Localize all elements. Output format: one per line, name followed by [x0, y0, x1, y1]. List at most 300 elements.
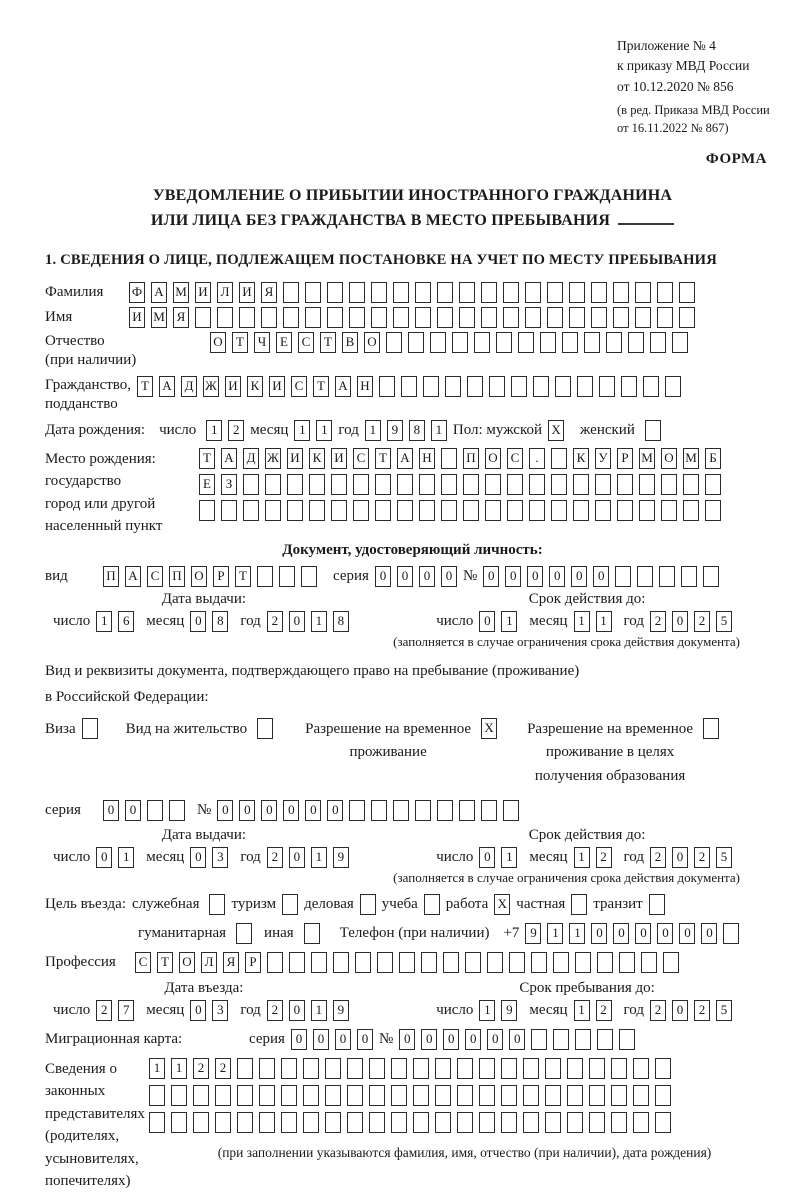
char-box: [577, 376, 593, 397]
birth-month-boxes: [294, 420, 338, 441]
char-box: [547, 307, 563, 328]
char-box: [311, 952, 327, 973]
char-box: [413, 1112, 429, 1133]
char-box: [599, 376, 615, 397]
purpose-row-1: [45, 894, 780, 915]
char-box: К: [247, 376, 263, 397]
identity-doc-heading: Документ, удостоверяющий личность:: [282, 541, 543, 558]
char-box: [628, 332, 644, 353]
char-box: [257, 566, 273, 587]
sex-female-checkbox: [645, 420, 667, 441]
char-box: И: [331, 448, 347, 469]
char-box: [567, 1085, 583, 1106]
char-box: [237, 1058, 253, 1079]
char-box: [551, 448, 567, 469]
purpose-transit-label: транзит: [593, 895, 643, 912]
purpose-other-label: иная: [264, 924, 294, 941]
firstname-label: Имя: [45, 308, 73, 325]
char-box: [489, 376, 505, 397]
char-box: 0: [613, 923, 629, 944]
char-box: Ж: [265, 448, 281, 469]
phone-prefix: +7: [503, 924, 520, 941]
day-label: число: [436, 612, 474, 629]
char-box: [551, 500, 567, 521]
char-box: [655, 1112, 671, 1133]
residence-doc-series-row: [45, 800, 780, 821]
char-box: [591, 307, 607, 328]
char-box: [613, 307, 629, 328]
char-box: Р: [245, 952, 261, 973]
char-box: [413, 1058, 429, 1079]
char-box: [573, 500, 589, 521]
char-box: 9: [525, 923, 541, 944]
stay-month-boxes: [574, 1000, 618, 1021]
char-box: 3: [212, 1000, 228, 1021]
char-box: [657, 307, 673, 328]
char-box: [479, 1112, 495, 1133]
char-box: [529, 500, 545, 521]
citizenship-field: [45, 376, 780, 416]
purpose-work-checkbox: [494, 894, 516, 915]
char-box: [501, 1112, 517, 1133]
purpose-tourism-checkbox: [282, 894, 304, 915]
char-box: 0: [593, 566, 609, 587]
char-box: Р: [617, 448, 633, 469]
char-box: [304, 923, 320, 944]
char-box: [441, 474, 457, 495]
day-label: число: [436, 1001, 474, 1018]
char-box: 0: [125, 800, 141, 821]
month-label: месяц: [529, 612, 568, 629]
char-box: 1: [596, 611, 612, 632]
char-box: 1: [171, 1058, 187, 1079]
char-box: 2: [596, 1000, 612, 1021]
char-box: [584, 332, 600, 353]
char-box: [523, 1085, 539, 1106]
char-box: 0: [399, 1029, 415, 1050]
char-box: [457, 1112, 473, 1133]
char-box: З: [221, 474, 237, 495]
char-box: 0: [190, 847, 206, 868]
char-box: [633, 1112, 649, 1133]
char-box: 1: [311, 1000, 327, 1021]
citizenship-label: Гражданство, подданство: [45, 376, 132, 412]
char-box: [533, 376, 549, 397]
char-box: [496, 332, 512, 353]
char-box: Т: [157, 952, 173, 973]
char-box: 0: [313, 1029, 329, 1050]
month-label: месяц: [146, 612, 185, 629]
patronymic-boxes: [210, 332, 694, 353]
temp-residence-education-option: [527, 718, 725, 788]
char-box: [443, 952, 459, 973]
phone-label: Телефон (при наличии): [339, 924, 490, 941]
char-box: [283, 282, 299, 303]
char-box: [503, 307, 519, 328]
char-box: [281, 1085, 297, 1106]
char-box: 0: [335, 1029, 351, 1050]
char-box: К: [573, 448, 589, 469]
char-box: [215, 1112, 231, 1133]
char-box: 1: [96, 611, 112, 632]
identity-doc-dates: [45, 591, 780, 632]
doc-series-label: серия: [333, 567, 369, 584]
char-box: [305, 282, 321, 303]
char-box: [575, 1029, 591, 1050]
char-box: А: [335, 376, 351, 397]
month-label: месяц: [146, 848, 185, 865]
char-box: 2: [596, 847, 612, 868]
char-box: 1: [501, 611, 517, 632]
char-box: [221, 500, 237, 521]
char-box: А: [151, 282, 167, 303]
migration-card-label: Миграционная карта:: [45, 1030, 183, 1047]
char-box: О: [661, 448, 677, 469]
temp-residence-education-checkbox: [703, 718, 725, 739]
stay-until-title: Срок пребывания до:: [519, 979, 655, 996]
char-box: 0: [571, 566, 587, 587]
char-box: [347, 1085, 363, 1106]
char-box: Ж: [203, 376, 219, 397]
char-box: А: [221, 448, 237, 469]
issue-day-boxes: [96, 847, 140, 868]
char-box: 2: [650, 611, 666, 632]
section1-heading: 1. СВЕДЕНИЯ О ЛИЦЕ, ПОДЛЕЖАЩЕМ ПОСТАНОВКЕ НА УЧЕТ ПО МЕСТУ ПРЕБЫВАНИЯ: [45, 251, 717, 268]
temp-residence-label: Разрешение на временное проживание: [305, 721, 472, 761]
sex-female-label: женский: [580, 421, 635, 438]
birthplace-rows: [199, 448, 780, 526]
char-box: 0: [483, 566, 499, 587]
char-box: 1: [294, 420, 310, 441]
char-box: [545, 1058, 561, 1079]
char-box: 0: [190, 611, 206, 632]
char-box: [325, 1085, 341, 1106]
char-box: Т: [199, 448, 215, 469]
char-box: [435, 1085, 451, 1106]
purpose-label: Цель въезда:: [45, 895, 126, 912]
surname-boxes: [129, 282, 701, 303]
migration-number-boxes: [399, 1029, 641, 1050]
purpose-tourism-label: туризм: [231, 895, 277, 912]
char-box: [171, 1085, 187, 1106]
char-box: [327, 282, 343, 303]
char-box: [401, 376, 417, 397]
char-box: [199, 500, 215, 521]
char-box: [369, 1085, 385, 1106]
char-box: [661, 500, 677, 521]
char-box: 2: [215, 1058, 231, 1079]
birthplace-field: [45, 448, 780, 538]
char-box: 1: [365, 420, 381, 441]
purpose-private-checkbox: [571, 894, 593, 915]
char-box: 0: [375, 566, 391, 587]
char-box: [643, 376, 659, 397]
appendix-line: к приказу МВД России: [617, 58, 750, 74]
char-box: [430, 332, 446, 353]
char-box: [619, 952, 635, 973]
sex-male-label: Пол: мужской: [452, 421, 543, 438]
char-box: Ф: [129, 282, 145, 303]
char-box: 0: [505, 566, 521, 587]
char-box: [281, 1058, 297, 1079]
issue-year-boxes: [267, 611, 355, 632]
expiry-day-boxes: [479, 847, 523, 868]
char-box: 0: [419, 566, 435, 587]
identity-issue-group: [53, 591, 355, 632]
char-box: 8: [212, 611, 228, 632]
residence-series-boxes: [103, 800, 191, 821]
char-box: [423, 376, 439, 397]
char-box: [261, 307, 277, 328]
char-box: [613, 282, 629, 303]
char-box: 9: [333, 847, 349, 868]
char-box: [567, 1058, 583, 1079]
char-box: [391, 1112, 407, 1133]
char-box: 0: [487, 1029, 503, 1050]
char-box: [265, 500, 281, 521]
residence-permit-label: Вид на жительство: [125, 721, 248, 738]
char-box: Т: [137, 376, 153, 397]
char-box: [481, 282, 497, 303]
issue-date-title: Дата выдачи:: [161, 826, 247, 843]
number-label: №: [197, 801, 212, 818]
char-box: [391, 1085, 407, 1106]
char-box: [437, 307, 453, 328]
profession-boxes: [135, 952, 685, 973]
char-box: [257, 718, 273, 739]
birthdate-label: Дата рождения:: [45, 421, 146, 438]
char-box: [82, 718, 98, 739]
char-box: 0: [443, 1029, 459, 1050]
year-label: год: [240, 612, 261, 629]
char-box: [507, 474, 523, 495]
char-box: 0: [701, 923, 717, 944]
char-box: Е: [199, 474, 215, 495]
char-box: О: [364, 332, 380, 353]
series-label: серия: [249, 1030, 285, 1047]
char-box: [595, 500, 611, 521]
purpose-humanitarian-label: гуманитарная: [138, 924, 227, 941]
entry-date-group: [53, 980, 355, 1021]
char-box: 2: [267, 611, 283, 632]
char-box: 0: [672, 1000, 688, 1021]
char-box: 2: [694, 847, 710, 868]
char-box: [441, 448, 457, 469]
char-box: [415, 800, 431, 821]
stay-until-group: [436, 980, 738, 1021]
char-box: [531, 952, 547, 973]
char-box: 1: [569, 923, 585, 944]
char-box: 0: [672, 847, 688, 868]
doc-number-boxes: [483, 566, 725, 587]
char-box: [349, 307, 365, 328]
char-box: [485, 474, 501, 495]
char-box: [503, 282, 519, 303]
char-box: [589, 1058, 605, 1079]
char-box: [639, 474, 655, 495]
char-box: 2: [267, 847, 283, 868]
char-box: [589, 1112, 605, 1133]
char-box: [435, 1112, 451, 1133]
char-box: [237, 1085, 253, 1106]
char-box: [525, 307, 541, 328]
char-box: [397, 500, 413, 521]
year-label: год: [623, 1001, 644, 1018]
representatives-row1-boxes: [149, 1058, 677, 1079]
doc-number-label: №: [462, 567, 478, 584]
char-box: [265, 474, 281, 495]
char-box: 0: [421, 1029, 437, 1050]
char-box: [679, 307, 695, 328]
birthdate-field: [45, 420, 780, 441]
char-box: [287, 500, 303, 521]
char-box: 0: [291, 1029, 307, 1050]
entry-month-boxes: [190, 1000, 234, 1021]
char-box: 0: [549, 566, 565, 587]
char-box: [474, 332, 490, 353]
doc-kind-label: вид: [45, 567, 68, 584]
char-box: [661, 474, 677, 495]
char-box: [193, 1112, 209, 1133]
surname-label: Фамилия: [45, 283, 104, 300]
sex-male-checkbox: [548, 420, 570, 441]
char-box: X: [481, 718, 497, 739]
char-box: 0: [190, 1000, 206, 1021]
char-box: [349, 282, 365, 303]
char-box: [309, 500, 325, 521]
char-box: 0: [103, 800, 119, 821]
char-box: Я: [223, 952, 239, 973]
char-box: [569, 282, 585, 303]
char-box: [611, 1058, 627, 1079]
char-box: 8: [333, 611, 349, 632]
char-box: [209, 894, 225, 915]
char-box: Л: [201, 952, 217, 973]
month-label: месяц: [529, 848, 568, 865]
stay-day-boxes: [479, 1000, 523, 1021]
char-box: 8: [409, 420, 425, 441]
char-box: [633, 1058, 649, 1079]
char-box: [397, 474, 413, 495]
temp-residence-checkbox: [481, 718, 503, 739]
char-box: [523, 1058, 539, 1079]
char-box: [479, 1058, 495, 1079]
number-label: №: [378, 1030, 394, 1047]
char-box: X: [548, 420, 564, 441]
char-box: [465, 952, 481, 973]
char-box: [503, 800, 519, 821]
year-label: год: [240, 848, 261, 865]
entry-day-boxes: [96, 1000, 140, 1021]
patronymic-label: Отчество (при наличии): [45, 332, 137, 368]
year-label: год: [240, 1001, 261, 1018]
char-box: Д: [181, 376, 197, 397]
char-box: [649, 894, 665, 915]
char-box: [611, 1085, 627, 1106]
char-box: [281, 1112, 297, 1133]
char-box: [681, 566, 697, 587]
char-box: Ч: [254, 332, 270, 353]
char-box: [571, 894, 587, 915]
char-box: [655, 1085, 671, 1106]
char-box: 1: [501, 847, 517, 868]
char-box: [349, 800, 365, 821]
char-box: О: [179, 952, 195, 973]
char-box: [683, 500, 699, 521]
char-box: [371, 307, 387, 328]
char-box: [424, 894, 440, 915]
char-box: 0: [679, 923, 695, 944]
char-box: [375, 474, 391, 495]
char-box: [457, 1085, 473, 1106]
char-box: [501, 1058, 517, 1079]
char-box: В: [342, 332, 358, 353]
char-box: [597, 1029, 613, 1050]
expiry-day-boxes: [479, 611, 523, 632]
char-box: М: [151, 307, 167, 328]
char-box: 0: [657, 923, 673, 944]
surname-field: [45, 282, 780, 303]
char-box: [309, 474, 325, 495]
char-box: [479, 1085, 495, 1106]
char-box: [545, 1112, 561, 1133]
expiry-month-boxes: [574, 611, 618, 632]
char-box: 1: [431, 420, 447, 441]
char-box: 1: [311, 847, 327, 868]
forma-label: ФОРМА: [705, 151, 767, 167]
entry-year-boxes: [267, 1000, 355, 1021]
char-box: 0: [509, 1029, 525, 1050]
char-box: [665, 376, 681, 397]
char-box: Д: [243, 448, 259, 469]
char-box: С: [298, 332, 314, 353]
char-box: Б: [705, 448, 721, 469]
char-box: [437, 800, 453, 821]
char-box: [463, 474, 479, 495]
char-box: И: [287, 448, 303, 469]
issue-month-boxes: [190, 847, 234, 868]
purpose-study-checkbox: [424, 894, 446, 915]
char-box: [663, 952, 679, 973]
char-box: [347, 1112, 363, 1133]
char-box: [171, 1112, 187, 1133]
char-box: [703, 718, 719, 739]
firstname-boxes: [129, 307, 701, 328]
char-box: [237, 1112, 253, 1133]
char-box: [611, 1112, 627, 1133]
patronymic-field: [45, 332, 780, 372]
appendix-line: от 10.12.2020 № 856: [617, 78, 734, 94]
migration-card-row: [45, 1029, 780, 1050]
char-box: [621, 376, 637, 397]
temp-residence-education-label: Разрешение на временное проживание в целях получения образования: [527, 721, 694, 784]
char-box: 2: [694, 611, 710, 632]
visa-option: [45, 718, 104, 741]
char-box: Т: [313, 376, 329, 397]
year-label: год: [338, 421, 359, 438]
char-box: [445, 376, 461, 397]
char-box: [386, 332, 402, 353]
char-box: [282, 894, 298, 915]
char-box: 2: [694, 1000, 710, 1021]
char-box: 0: [635, 923, 651, 944]
char-box: [615, 566, 631, 587]
char-box: [487, 952, 503, 973]
char-box: М: [639, 448, 655, 469]
char-box: [415, 282, 431, 303]
char-box: [236, 923, 252, 944]
char-box: 1: [316, 420, 332, 441]
